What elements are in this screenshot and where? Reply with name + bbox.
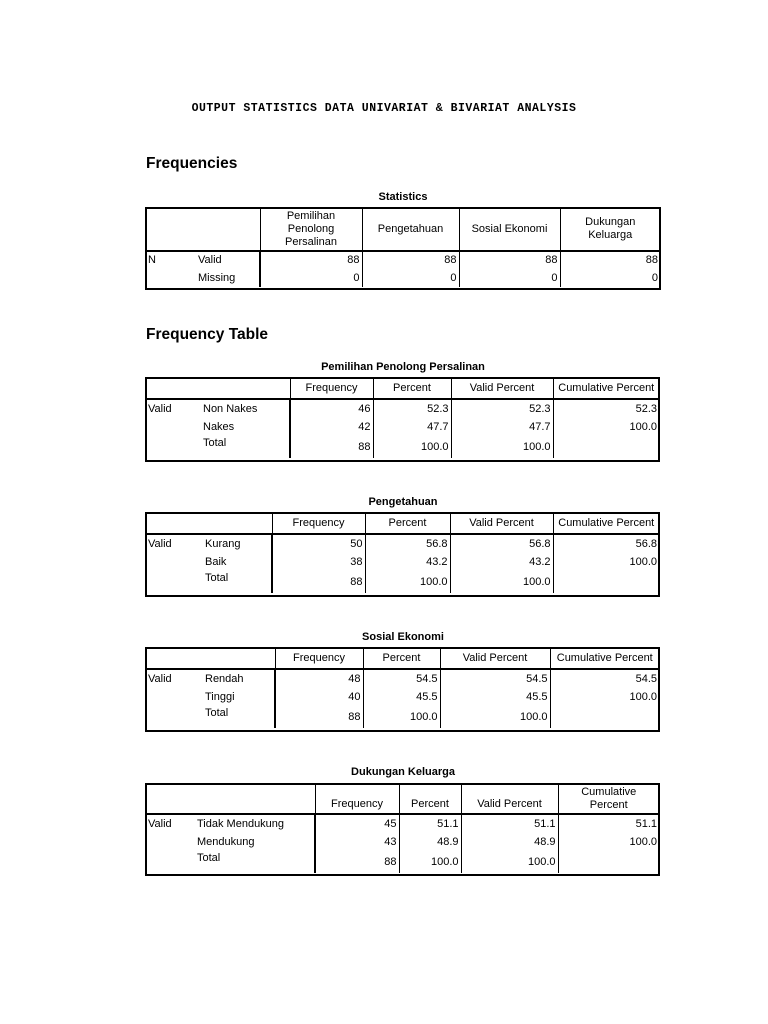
table-row xyxy=(146,418,659,437)
cell-frequency: 43 xyxy=(315,833,399,852)
table-caption-pemilihan: Pemilihan Penolong Persalinan xyxy=(321,361,485,373)
cell-frequency: 46 xyxy=(290,399,373,418)
cell-frequency: 88 xyxy=(272,572,365,593)
cell-frequency: 88 xyxy=(315,852,399,873)
stat-row-group: N xyxy=(148,254,156,266)
cell-percent: 100.0 xyxy=(399,852,461,873)
cell-percent: 43.2 xyxy=(365,553,450,572)
table-header-row xyxy=(146,648,659,669)
header-frequency: Frequency xyxy=(272,513,365,534)
cell-percent: 56.8 xyxy=(365,534,450,553)
cell-percent: 45.5 xyxy=(363,688,440,707)
cell-frequency: 38 xyxy=(272,553,365,572)
cell-valid-percent: 47.7 xyxy=(451,418,553,437)
stat-cell: 0 xyxy=(459,269,560,287)
cell-frequency: 40 xyxy=(275,688,363,707)
row-label: Total xyxy=(203,437,227,449)
cell-frequency: 88 xyxy=(275,707,363,728)
cell-cumulative-percent: 54.5 xyxy=(550,669,659,688)
cell-cumulative-percent: 52.3 xyxy=(553,399,659,418)
table-caption-pengetahuan: Pengetahuan xyxy=(368,496,438,508)
cell-percent: 52.3 xyxy=(373,399,451,418)
cell-percent: 100.0 xyxy=(365,572,450,593)
row-label: Nakes xyxy=(203,421,235,433)
table-row xyxy=(146,852,659,873)
header-percent: Percent xyxy=(373,378,451,399)
stat-cell: 0 xyxy=(362,269,459,287)
cell-frequency: 50 xyxy=(272,534,365,553)
header-valid-percent: Valid Percent xyxy=(451,378,553,399)
table-caption-sosial-ekonomi: Sosial Ekonomi xyxy=(362,631,444,643)
header-percent: Percent xyxy=(365,513,450,534)
header-valid-percent: Valid Percent xyxy=(461,784,558,814)
cell-cumulative-percent xyxy=(550,707,659,728)
stat-cell: 88 xyxy=(560,251,660,269)
cell-valid-percent: 43.2 xyxy=(450,553,553,572)
table-row xyxy=(146,572,659,593)
cell-frequency: 88 xyxy=(290,437,373,458)
cell-valid-percent: 52.3 xyxy=(451,399,553,418)
freq-table-dukungan xyxy=(146,784,659,873)
row-group-label: Valid xyxy=(148,402,172,415)
stat-header-dukungan: Dukungan Keluarga xyxy=(560,208,660,251)
row-label: Kurang xyxy=(205,537,241,550)
header-percent: Percent xyxy=(399,784,461,814)
header-cumulative-percent: Cumulative Percent xyxy=(558,784,659,814)
frequency-table-heading: Frequency Table xyxy=(146,326,269,343)
table-caption-dukungan: Dukungan Keluarga xyxy=(351,766,455,778)
cell-valid-percent: 56.8 xyxy=(450,534,553,553)
stat-header-pengetahuan: Pengetahuan xyxy=(362,208,459,251)
cell-cumulative-percent: 56.8 xyxy=(553,534,659,553)
freq-table-pengetahuan xyxy=(146,513,659,593)
cell-valid-percent: 100.0 xyxy=(450,572,553,593)
row-label: Tidak Mendukung xyxy=(197,817,285,830)
cell-frequency: 48 xyxy=(275,669,363,688)
header-cumulative-percent: Cumulative Percent xyxy=(550,648,659,669)
stat-cell: 88 xyxy=(362,251,459,269)
cell-valid-percent: 45.5 xyxy=(440,688,550,707)
cell-percent: 48.9 xyxy=(399,833,461,852)
stat-row-label: Missing xyxy=(198,271,236,284)
freq-table-sosial-ekonomi xyxy=(146,648,659,728)
cell-percent: 100.0 xyxy=(363,707,440,728)
header-percent: Percent xyxy=(363,648,440,669)
freq-table-pemilihan xyxy=(146,378,659,458)
table-row xyxy=(146,814,659,833)
header-cumulative-percent: Cumulative Percent xyxy=(553,513,659,534)
cell-cumulative-percent xyxy=(558,852,659,873)
table-header-row xyxy=(146,784,659,814)
statistics-header-row xyxy=(146,208,660,251)
table-row xyxy=(146,707,659,728)
stat-cell: 88 xyxy=(260,251,362,269)
row-label: Baik xyxy=(205,556,227,568)
cell-cumulative-percent: 100.0 xyxy=(558,833,659,852)
row-label: Total xyxy=(205,707,229,719)
cell-cumulative-percent: 100.0 xyxy=(553,553,659,572)
stat-row-label: Valid xyxy=(198,254,222,266)
document-title: OUTPUT STATISTICS DATA UNIVARIAT & BIVARIAT ANALYSIS xyxy=(191,102,577,115)
header-valid-percent: Valid Percent xyxy=(450,513,553,534)
statistics-row-valid xyxy=(146,251,660,269)
header-cumulative-percent: Cumulative Percent xyxy=(553,378,659,399)
table-row xyxy=(146,437,659,458)
table-row xyxy=(146,688,659,707)
header-frequency: Frequency xyxy=(275,648,363,669)
row-label: Rendah xyxy=(205,672,244,685)
cell-cumulative-percent: 51.1 xyxy=(558,814,659,833)
table-row xyxy=(146,534,659,553)
stat-cell: 0 xyxy=(260,269,362,287)
cell-frequency: 42 xyxy=(290,418,373,437)
cell-valid-percent: 51.1 xyxy=(461,814,558,833)
table-row xyxy=(146,553,659,572)
statistics-caption: Statistics xyxy=(378,191,428,203)
row-group-label: Valid xyxy=(148,817,172,830)
statistics-table xyxy=(146,208,660,287)
cell-cumulative-percent: 100.0 xyxy=(553,418,659,437)
table-row xyxy=(146,669,659,688)
cell-percent: 100.0 xyxy=(373,437,451,458)
table-row xyxy=(146,833,659,852)
statistics-row-missing xyxy=(146,269,660,287)
row-label: Non Nakes xyxy=(203,402,258,415)
cell-frequency: 45 xyxy=(315,814,399,833)
cell-percent: 54.5 xyxy=(363,669,440,688)
stat-header-sosial-ekonomi: Sosial Ekonomi xyxy=(459,208,560,251)
row-label: Total xyxy=(205,572,229,584)
cell-cumulative-percent xyxy=(553,437,659,458)
cell-valid-percent: 54.5 xyxy=(440,669,550,688)
row-group-label: Valid xyxy=(148,537,172,550)
cell-percent: 51.1 xyxy=(399,814,461,833)
frequencies-heading: Frequencies xyxy=(146,155,238,172)
stat-cell: 0 xyxy=(560,269,660,287)
stat-header-pemilihan: Pemilihan Penolong Persalinan xyxy=(260,208,362,251)
cell-valid-percent: 100.0 xyxy=(440,707,550,728)
cell-valid-percent: 100.0 xyxy=(461,852,558,873)
table-header-row xyxy=(146,513,659,534)
row-label: Tinggi xyxy=(205,691,235,703)
table-header-row xyxy=(146,378,659,399)
cell-valid-percent: 48.9 xyxy=(461,833,558,852)
cell-cumulative-percent: 100.0 xyxy=(550,688,659,707)
header-frequency: Frequency xyxy=(290,378,373,399)
row-label: Total xyxy=(197,852,221,864)
row-group-label: Valid xyxy=(148,672,172,685)
header-valid-percent: Valid Percent xyxy=(440,648,550,669)
header-frequency: Frequency xyxy=(315,784,399,814)
table-row xyxy=(146,399,659,418)
row-label: Mendukung xyxy=(197,836,255,848)
cell-valid-percent: 100.0 xyxy=(451,437,553,458)
cell-cumulative-percent xyxy=(553,572,659,593)
stat-cell: 88 xyxy=(459,251,560,269)
cell-percent: 47.7 xyxy=(373,418,451,437)
